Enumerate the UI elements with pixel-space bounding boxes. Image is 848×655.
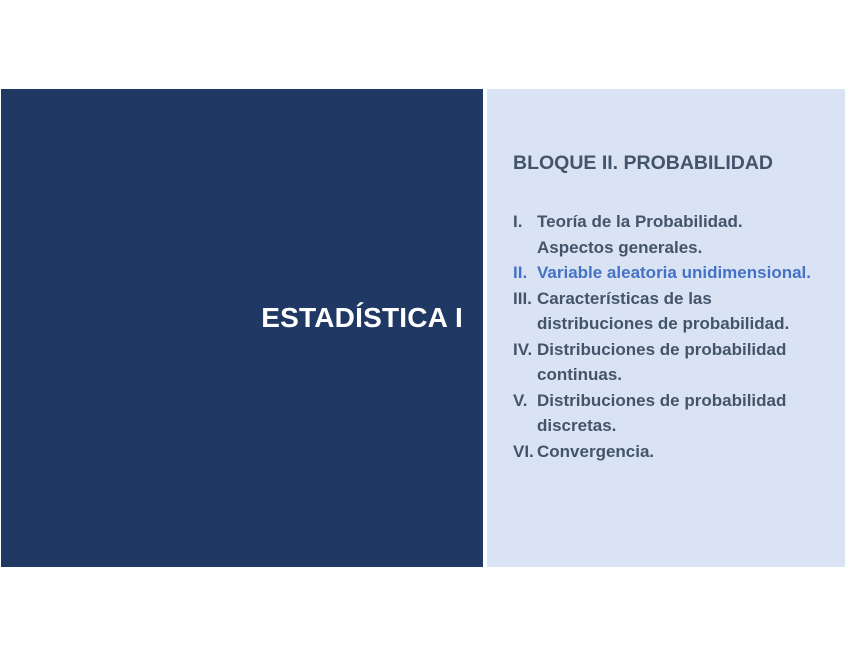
title-panel xyxy=(1,89,483,567)
topic-number: I. xyxy=(513,212,523,231)
topic-number: III. xyxy=(513,288,532,308)
topic-number: VI. xyxy=(513,441,534,461)
course-title: ESTADÍSTICA I xyxy=(261,302,463,333)
topic-item-2 xyxy=(513,260,817,286)
topic-item-4 xyxy=(513,337,817,388)
topic-item-6 xyxy=(513,439,817,465)
topic-number: II. xyxy=(513,263,528,282)
topic-item-3 xyxy=(513,286,817,337)
topic-text: Variable aleatoria unidimensional. xyxy=(537,263,811,282)
content-panel xyxy=(487,89,845,567)
slide xyxy=(0,89,848,567)
topic-text: Distribuciones de probabilidad discretas. xyxy=(537,390,787,435)
topic-number: IV. xyxy=(513,339,533,359)
topic-item-1 xyxy=(513,209,817,260)
topic-text: Convergencia. xyxy=(537,441,655,461)
topic-number: V. xyxy=(513,390,528,410)
topic-list xyxy=(513,209,817,464)
topic-text: Características de las distribuciones de probabilidad. xyxy=(537,288,790,333)
block-title: BLOQUE II. PROBABILIDAD xyxy=(513,152,774,174)
topic-item-5 xyxy=(513,388,817,439)
topic-text: Teoría de la Probabilidad. Aspectos generales. xyxy=(537,212,743,257)
topic-text: Distribuciones de probabilidad continuas. xyxy=(537,339,787,384)
